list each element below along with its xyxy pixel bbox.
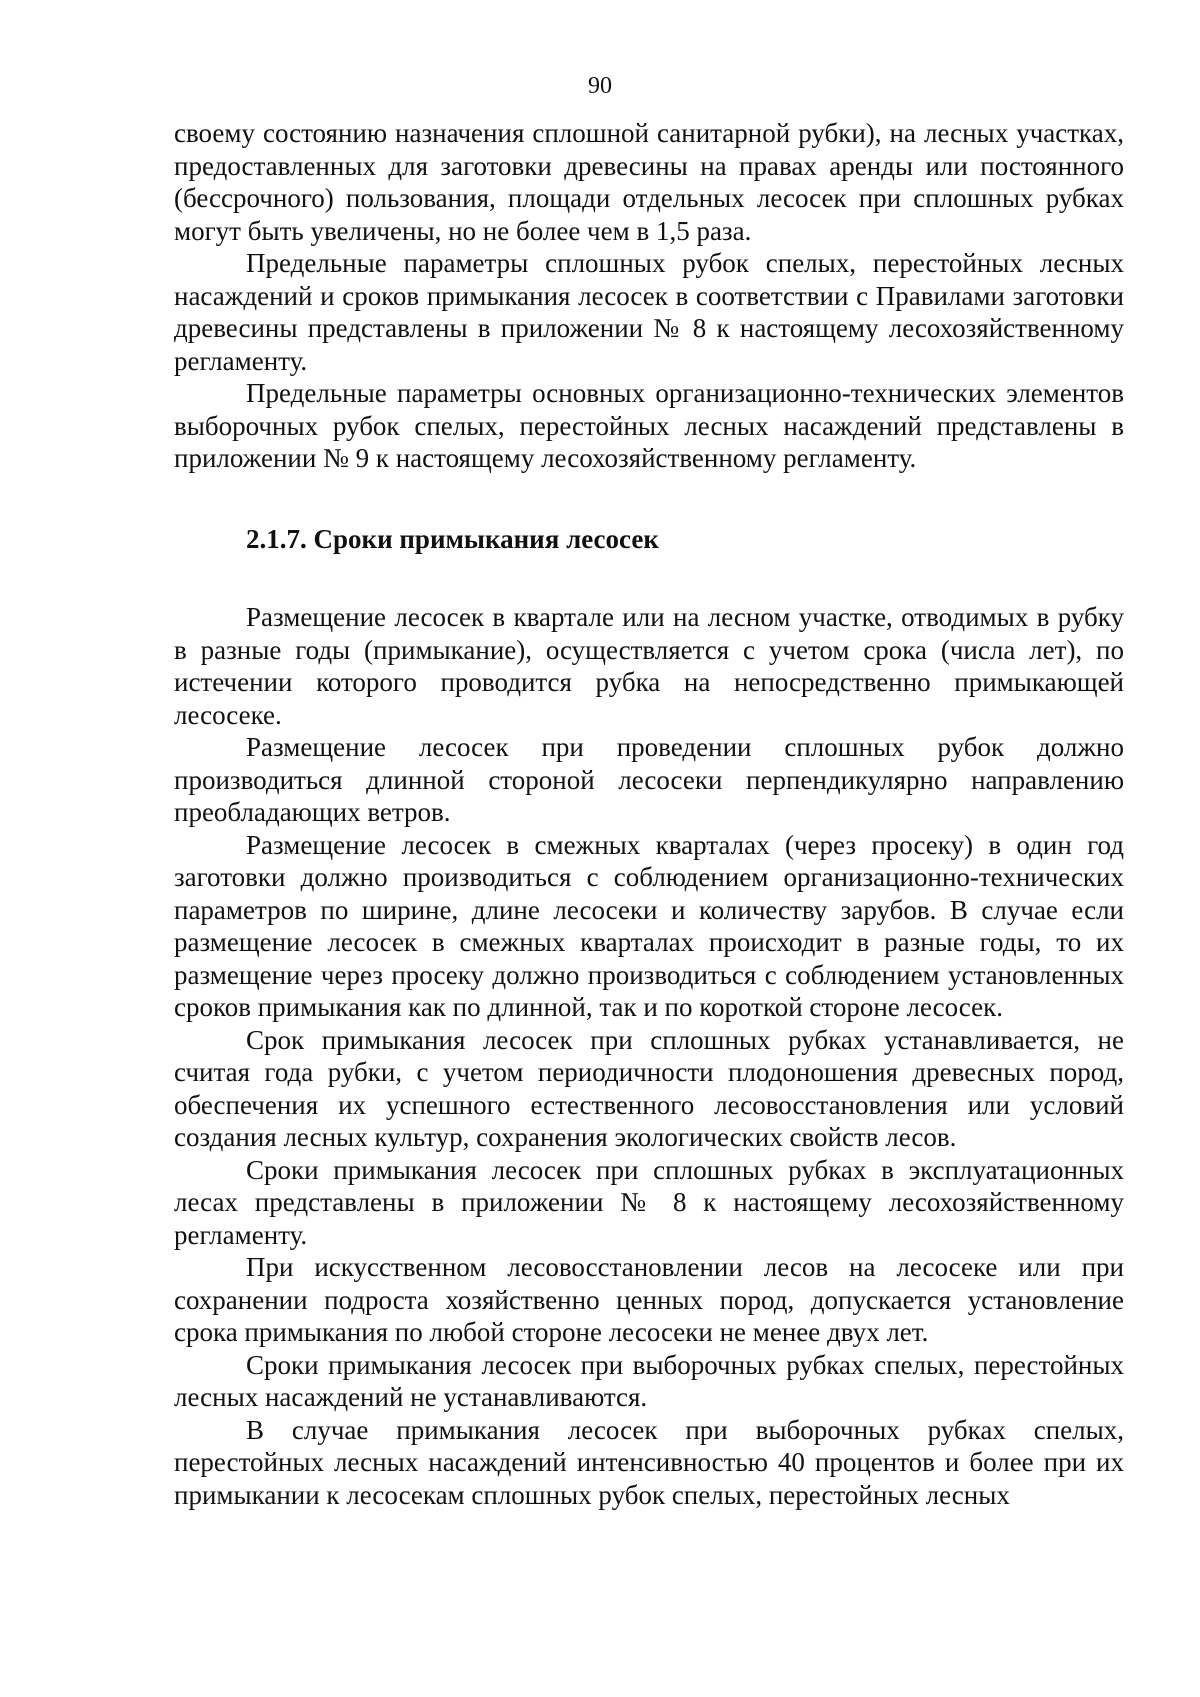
paragraph: При искусственном лесовосстановлении лесов на лесосеке или при сохранении подроста хозяйственно ценных пород, допускается установление срока примыкания по любой стороне лесосеки не менее двух лет. <box>174 1252 1124 1347</box>
paragraph: Сроки примыкания лесосек при выборочных рубках спелых, перестойных лесных насаждений не устанавливаются. <box>174 1349 1124 1412</box>
spacer <box>174 475 1124 523</box>
paragraph: Предельные параметры основных организационно-технических элементов выборочных рубок спелых, перестойных лесных насаждений представлены в приложении № 9 к настоящему лесохозяйственному регламенту. <box>174 378 1124 473</box>
paragraph: В случае примыкания лесосек при выборочных рубках спелых, перестойных лесных насаждений интенсивностью 40 процентов и более при их примыкании к лесосекам сплошных рубок спелых, перестойных лесных <box>174 1414 1124 1510</box>
paragraph: Сроки примыкания лесосек при сплошных рубках в эксплуатационных лесах представлены в приложении № 8 к настоящему лесохозяйственному регламенту. <box>174 1154 1124 1250</box>
document-body <box>174 117 1124 1511</box>
page-number: 90 <box>588 73 612 99</box>
paragraph: Срок примыкания лесосек при сплошных рубках устанавливается, не считая года рубки, с учетом периодичности плодоношения древесных пород, обеспечения их успешного естественного лесовосстановления или условий создания лесных культур, сохранения экологических свойств лесов. <box>174 1024 1124 1152</box>
paragraph: Размещение лесосек при проведении сплошных рубок должно производиться длинной стороной лесосеки перпендикулярно направлению преобладающих ветров. <box>174 732 1124 827</box>
paragraph: Размещение лесосек в смежных кварталах (через просеку) в один год заготовки должно производиться с соблюдением организационно-технических параметров по ширине, длине лесосеки и количеству зарубов. В случае если размещение лесосек в смежных кварталах происходит в разные годы, то их размещение через просеку должно производиться с соблюдением установленных сроков примыкания как по длинной, так и по короткой стороне лесосек. <box>174 829 1124 1022</box>
section-heading: 2.1.7. Сроки примыкания лесосек <box>246 523 659 554</box>
paragraph: Размещение лесосек в квартале или на лесном участке, отводимых в рубку в разные годы (примыкание), осуществляется с учетом срока (числа лет), по истечении которого проводится рубка на непосредственно примыкающей лесосеке. <box>174 602 1124 730</box>
paragraph: своему состоянию назначения сплошной санитарной рубки), на лесных участках, предоставленных для заготовки древесины на правах аренды или постоянного (бессрочного) пользования, площади отдельных лесосек при сплошных рубках могут быть увеличены, но не более чем в 1,5 раза. <box>174 118 1124 246</box>
spacer <box>174 555 1124 601</box>
paragraph: Предельные параметры сплошных рубок спелых, перестойных лесных насаждений и сроков примыкания лесосек в соответствии с Правилами заготовки древесины представлены в приложении № 8 к настоящему лесохозяйственному регламенту. <box>174 248 1124 376</box>
